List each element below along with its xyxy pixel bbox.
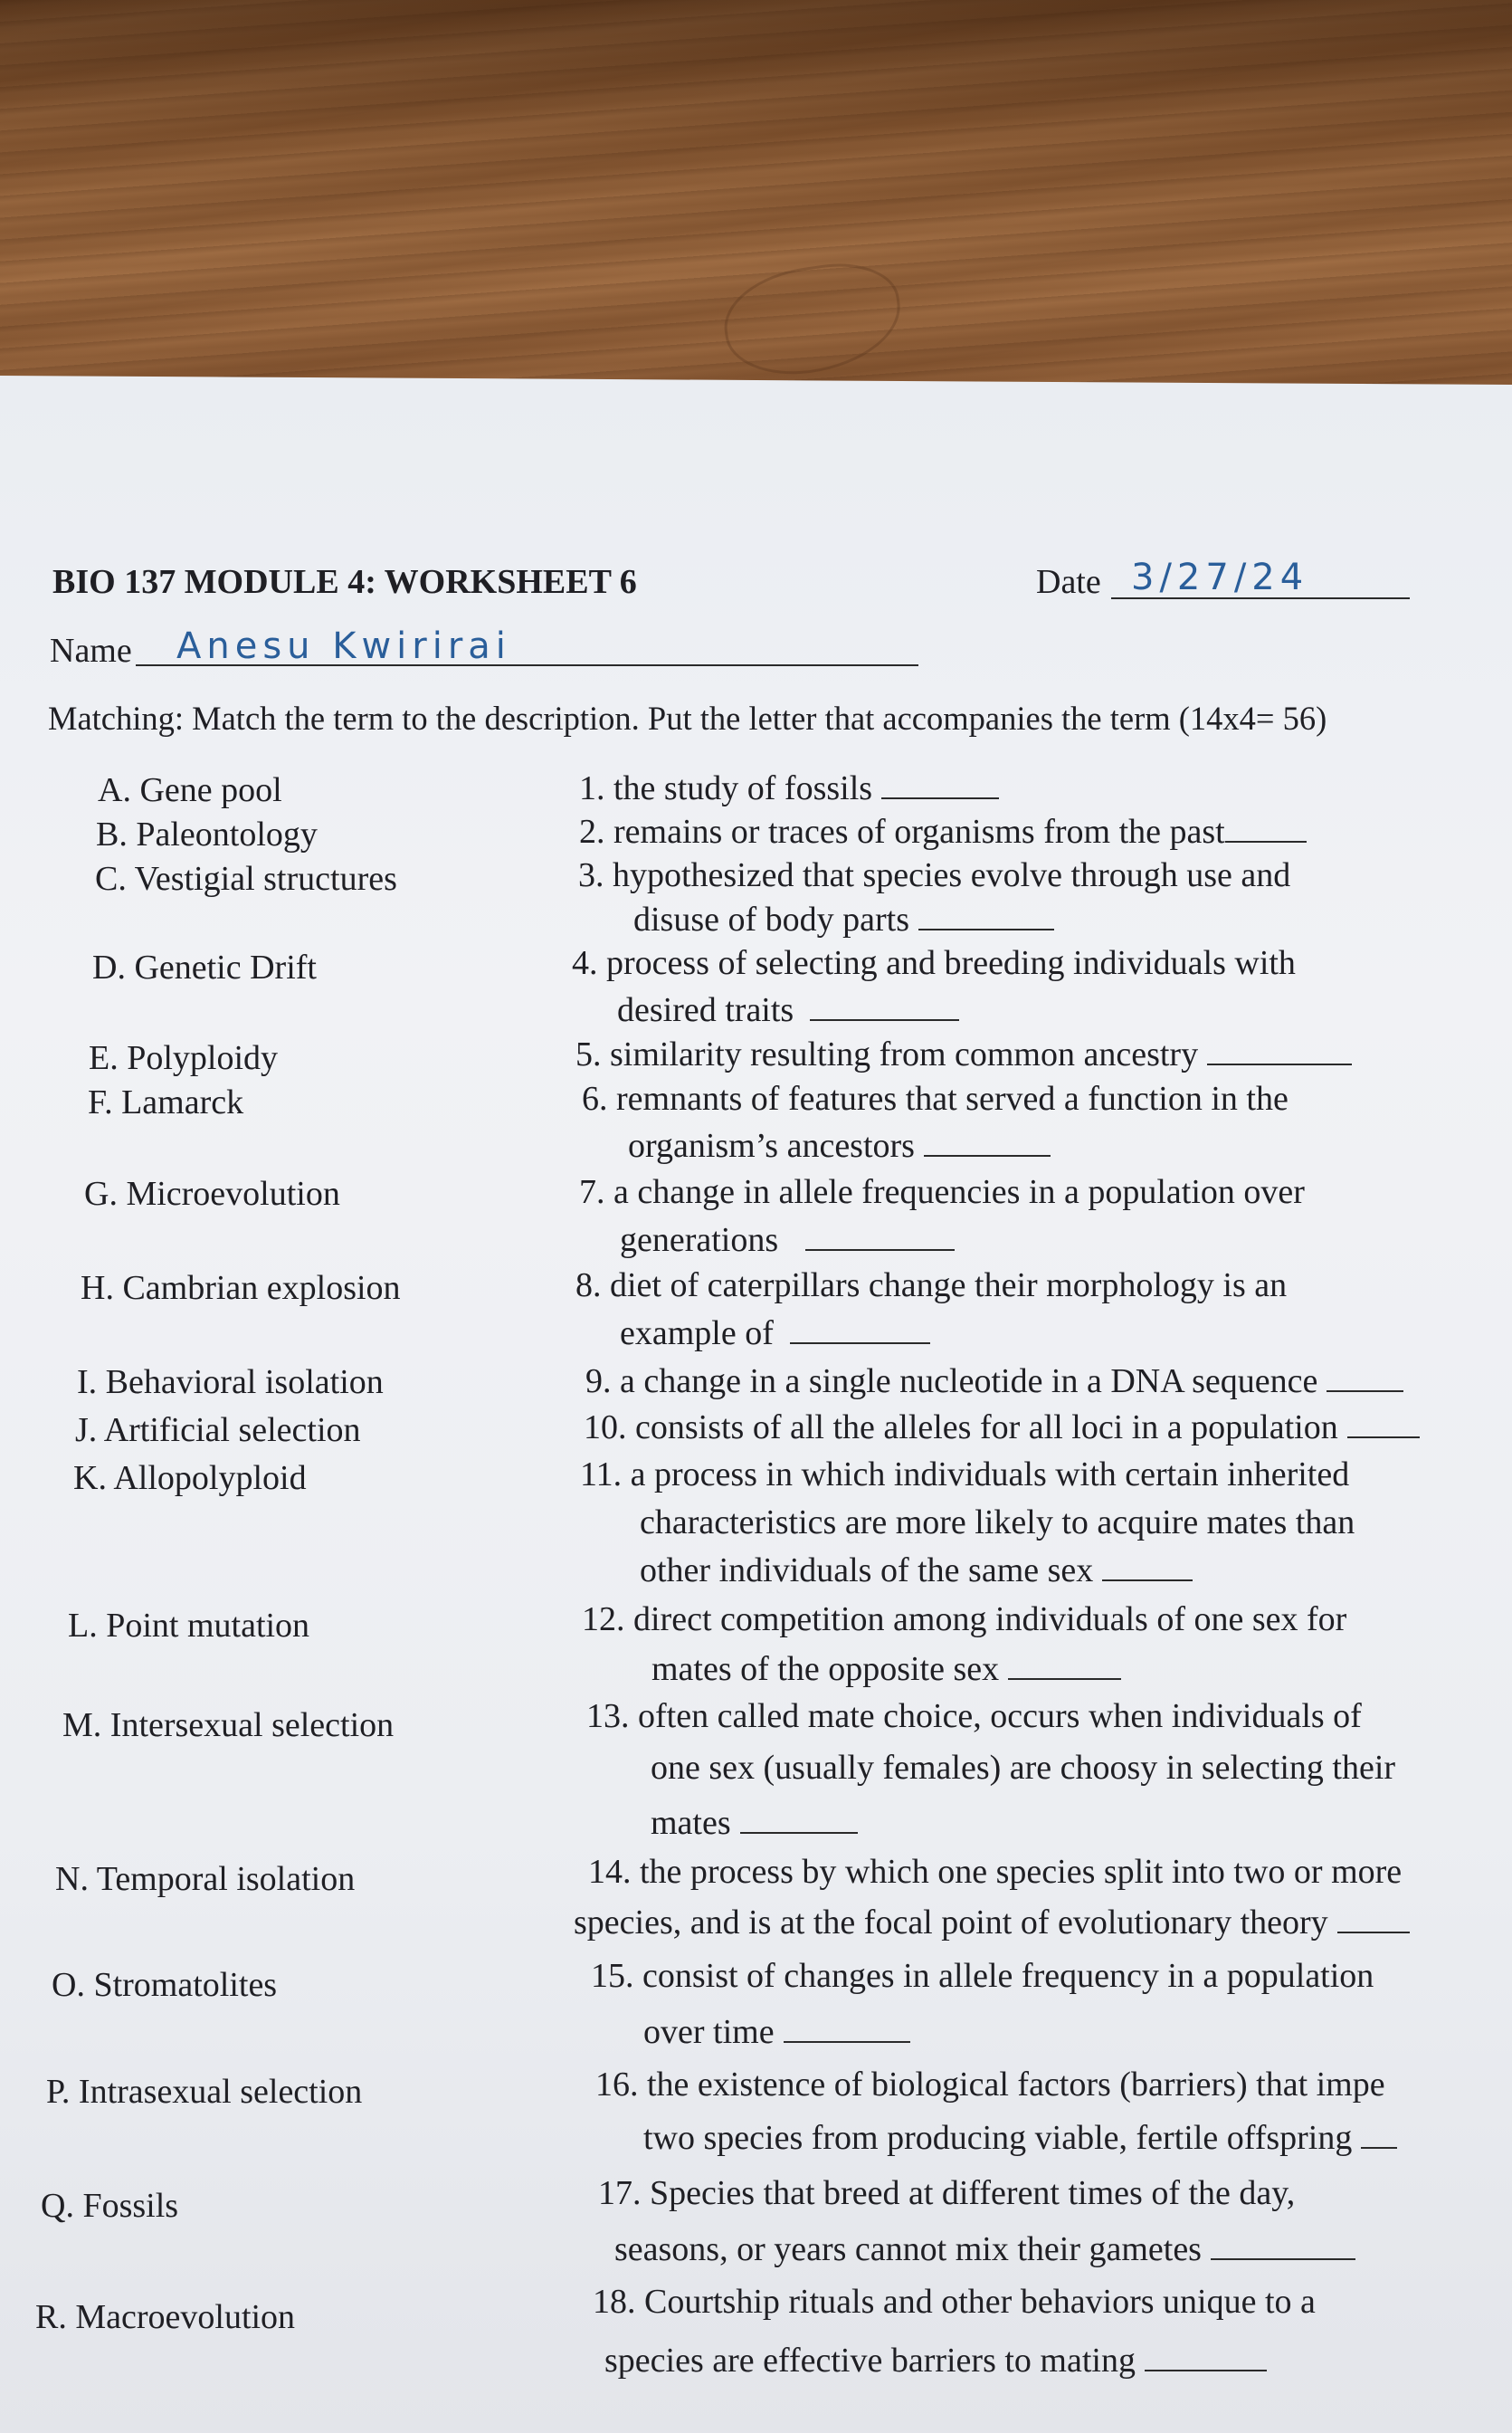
item-16-line-1: 16. the existence of biological factors (barriers) that impe [595,2066,1385,2104]
item-10-text: 10. consists of all the alleles for all loci in a population [584,1408,1338,1446]
item-5 [575,1037,1352,1072]
item-4 [617,993,959,1027]
item-4-line-1: 4. process of selecting and breeding individuals with [572,944,1296,982]
term-g: G. Microevolution [84,1175,340,1213]
term-n: N. Temporal isolation [55,1860,356,1898]
item-6-line-1: 6. remnants of features that served a function in the [582,1080,1289,1118]
answer-blank-4[interactable] [810,1019,959,1021]
item-18-line-2: species are effective barriers to mating [604,2342,1136,2380]
answer-blank-18[interactable] [1145,2370,1267,2371]
term-i: I. Behavioral isolation [77,1363,384,1401]
item-17-line-2: seasons, or years cannot mix their gametes [614,2230,1202,2268]
answer-blank-16[interactable] [1361,2147,1397,2149]
item-7-line-2: generations [620,1221,779,1259]
item-17-line-1: 17. Species that breed at different times of the day, [598,2174,1296,2212]
item-2-text: 2. remains or traces of organisms from the past [579,813,1225,851]
name-label: Name [50,632,132,670]
item-12-line-2: mates of the opposite sex [651,1650,1000,1688]
answer-blank-3[interactable] [918,929,1054,930]
term-f: F. Lamarck [88,1083,244,1121]
answer-blank-14[interactable] [1337,1932,1410,1933]
term-m: M. Intersexual selection [62,1706,395,1744]
answer-blank-7[interactable] [805,1249,955,1251]
item-18-line-1: 18. Courtship rituals and other behaviors unique to a [593,2283,1316,2321]
term-q: Q. Fossils [41,2187,179,2225]
date-label: Date [1036,563,1101,601]
item-18 [604,2343,1267,2378]
answer-blank-2[interactable] [1225,841,1307,843]
item-14-line-1: 14. the process by which one species split into two or more [588,1853,1403,1891]
item-15-line-2: over time [643,2013,775,2051]
item-13 [651,1806,858,1840]
item-3-line-2: disuse of body parts [633,901,910,939]
wooden-desk-background [0,0,1512,389]
term-j: J. Artificial selection [75,1411,361,1449]
item-13-line-2: one sex (usually females) are choosy in selecting their [651,1749,1396,1787]
matching-instructions: Matching: Match the term to the description. Put the letter that accompanies the term (14x4= 56) [48,700,1327,737]
term-b: B. Paleontology [96,816,318,854]
term-a: A. Gene pool [98,771,282,809]
item-12 [651,1652,1121,1686]
item-14 [574,1905,1410,1940]
term-c: C. Vestigial structures [95,860,397,898]
item-16-line-2: two species from producing viable, fertile offspring [643,2119,1353,2157]
item-2 [579,815,1307,849]
answer-blank-15[interactable] [784,2041,910,2043]
item-3-line-1: 3. hypothesized that species evolve through use and [578,856,1291,894]
item-3 [633,902,1054,937]
answer-blank-10[interactable] [1347,1436,1420,1438]
item-7 [620,1223,955,1257]
item-4-line-2: desired traits [617,991,794,1029]
item-8-line-1: 8. diet of caterpillars change their morphology is an [575,1266,1288,1304]
item-6-line-2: organism’s ancestors [628,1127,915,1165]
item-8 [620,1316,930,1350]
worksheet-title: BIO 137 MODULE 4: WORKSHEET 6 [52,563,637,601]
term-d: D. Genetic Drift [92,949,317,987]
item-13-line-3: mates [651,1804,731,1842]
item-16 [643,2121,1397,2155]
answer-blank-11[interactable] [1102,1579,1193,1581]
item-10 [584,1410,1420,1445]
answer-blank-8[interactable] [790,1342,930,1344]
term-h: H. Cambrian explosion [81,1269,401,1307]
item-1-text: 1. the study of fossils [579,769,873,807]
item-15 [643,2015,910,2049]
answer-blank-17[interactable] [1211,2258,1355,2260]
name-handwritten-value: Anesu Kwirirai [176,625,511,667]
item-7-line-1: 7. a change in allele frequencies in a population over [579,1173,1305,1211]
answer-blank-5[interactable] [1207,1064,1352,1065]
item-11 [640,1553,1193,1588]
answer-blank-12[interactable] [1008,1678,1121,1680]
item-14-line-2: species, and is at the focal point of evolutionary theory [574,1903,1328,1942]
item-13-line-1: 13. often called mate choice, occurs when individuals of [586,1697,1362,1735]
item-5-text: 5. similarity resulting from common ancestry [575,1035,1199,1073]
term-e: E. Polyploidy [89,1039,279,1077]
answer-blank-6[interactable] [924,1155,1051,1157]
term-r: R. Macroevolution [35,2298,296,2336]
term-p: P. Intrasexual selection [46,2073,363,2111]
item-17 [614,2232,1355,2266]
term-k: K. Allopolyploid [73,1459,307,1497]
item-11-line-1: 11. a process in which individuals with certain inherited [580,1455,1350,1493]
term-l: L. Point mutation [68,1607,310,1645]
item-11-line-3: other individuals of the same sex [640,1551,1094,1589]
item-11-line-2: characteristics are more likely to acquire mates than [640,1503,1355,1541]
item-12-line-1: 12. direct competition among individuals of one sex for [582,1600,1347,1638]
answer-blank-1[interactable] [881,797,999,799]
desk-pen-scribble [718,255,908,384]
term-o: O. Stromatolites [52,1966,278,2004]
item-8-line-2: example of [620,1314,774,1352]
item-6 [628,1129,1051,1163]
item-9-text: 9. a change in a single nucleotide in a DNA sequence [585,1362,1318,1400]
date-handwritten-value: 3/27/24 [1131,557,1309,598]
answer-blank-9[interactable] [1327,1390,1403,1392]
answer-blank-13[interactable] [740,1832,858,1834]
item-15-line-1: 15. consist of changes in allele frequency in a population [591,1957,1374,1995]
item-1 [579,771,999,806]
item-9 [585,1364,1403,1398]
